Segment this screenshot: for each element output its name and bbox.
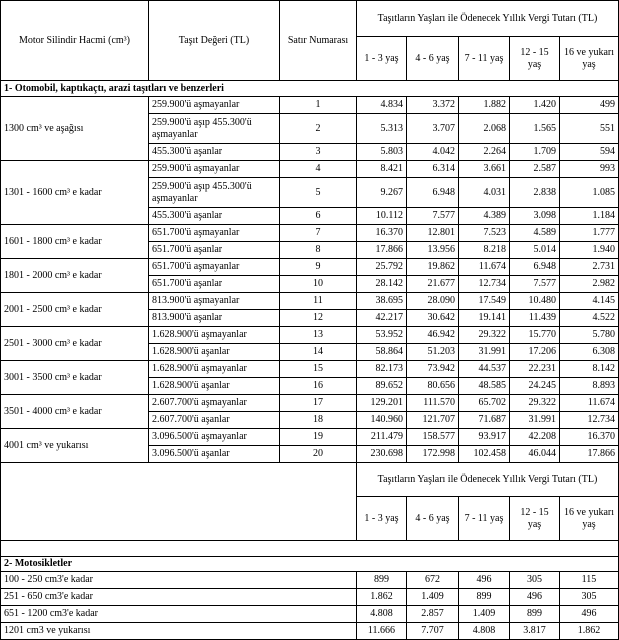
engine-cell: 100 - 250 cm3'e kadar: [1, 572, 357, 589]
tax-cell: 48.585: [459, 378, 510, 395]
value-cell: 1.628.900'ü aşanlar: [149, 378, 280, 395]
tax-cell: 3.372: [407, 97, 459, 114]
row-number-cell: 4: [280, 161, 357, 178]
tax-cell: 158.577: [407, 429, 459, 446]
table-row: [1, 395, 619, 412]
tax-cell: 80.656: [407, 378, 459, 395]
tax-cell: 102.458: [459, 446, 510, 463]
tax-cell: 46.942: [407, 327, 459, 344]
tax-cell: 19.141: [459, 310, 510, 327]
tax-cell: 305: [560, 589, 619, 606]
tax-cell: 2.857: [407, 606, 459, 623]
table-row: [1, 293, 619, 310]
section-title-row: [1, 81, 619, 97]
tax-cell: 6.314: [407, 161, 459, 178]
tax-cell: 1.709: [510, 144, 560, 161]
row-number-cell: 6: [280, 208, 357, 225]
tax-cell: 1.862: [357, 589, 407, 606]
header-age-1: 1 - 3 yaş: [357, 37, 407, 81]
tax-cell: 42.217: [357, 310, 407, 327]
tax-cell: 121.707: [407, 412, 459, 429]
tax-cell: 129.201: [357, 395, 407, 412]
tax-cell: 3.661: [459, 161, 510, 178]
header-row-number: Satır Numarası: [280, 1, 357, 81]
table-row: [1, 327, 619, 344]
tax-cell: 1.777: [560, 225, 619, 242]
tax-cell: 17.866: [357, 242, 407, 259]
tax-cell: 3.707: [407, 114, 459, 144]
tax-cell: 2.068: [459, 114, 510, 144]
value-cell: 259.900'ü aşıp 455.300'ü aşmayanlar: [149, 114, 280, 144]
value-cell: 259.900'ü aşmayanlar: [149, 161, 280, 178]
tax-cell: 8.218: [459, 242, 510, 259]
tax-cell: 22.231: [510, 361, 560, 378]
value-cell: 3.096.500'ü aşanlar: [149, 446, 280, 463]
row-number-cell: 8: [280, 242, 357, 259]
row-number-cell: 14: [280, 344, 357, 361]
header-tax-title-repeat: Taşıtların Yaşları ile Ödenecek Yıllık Vergi Tutarı (TL): [357, 463, 619, 497]
tax-cell: 594: [560, 144, 619, 161]
tax-cell: 16.370: [357, 225, 407, 242]
tax-cell: 8.142: [560, 361, 619, 378]
tax-cell: 672: [407, 572, 459, 589]
tax-cell: 15.770: [510, 327, 560, 344]
spacer-cell: [1, 541, 619, 557]
row-number-cell: 17: [280, 395, 357, 412]
row-number-cell: 16: [280, 378, 357, 395]
value-cell: 813.900'ü aşmayanlar: [149, 293, 280, 310]
tax-cell: 65.702: [459, 395, 510, 412]
header-age-repeat-4: 12 - 15 yaş: [510, 497, 560, 541]
header-age-5: 16 ve yukarı yaş: [560, 37, 619, 81]
tax-cell: 3.817: [510, 623, 560, 640]
tax-cell: 6.948: [407, 178, 459, 208]
engine-cell: 3001 - 3500 cm³ e kadar: [1, 361, 149, 395]
tax-cell: 7.523: [459, 225, 510, 242]
tax-cell: 496: [560, 606, 619, 623]
table-row: [1, 429, 619, 446]
value-cell: 3.096.500'ü aşmayanlar: [149, 429, 280, 446]
tax-cell: 1.409: [407, 589, 459, 606]
tax-cell: 31.991: [510, 412, 560, 429]
tax-cell: 16.370: [560, 429, 619, 446]
tax-cell: 4.808: [459, 623, 510, 640]
tax-cell: 17.549: [459, 293, 510, 310]
tax-cell: 11.439: [510, 310, 560, 327]
tax-cell: 17.206: [510, 344, 560, 361]
row-number-cell: 15: [280, 361, 357, 378]
tax-cell: 25.792: [357, 259, 407, 276]
tax-cell: 4.389: [459, 208, 510, 225]
tax-cell: 73.942: [407, 361, 459, 378]
tax-cell: 24.245: [510, 378, 560, 395]
tax-cell: 5.780: [560, 327, 619, 344]
tax-cell: 93.917: [459, 429, 510, 446]
row-number-cell: 2: [280, 114, 357, 144]
tax-cell: 29.322: [510, 395, 560, 412]
tax-cell: 5.803: [357, 144, 407, 161]
tax-cell: 4.834: [357, 97, 407, 114]
value-cell: 259.900'ü aşmayanlar: [149, 97, 280, 114]
section1-title: 1- Otomobil, kaptıkaçtı, arazi taşıtları ve benzerleri: [1, 81, 619, 97]
tax-cell: 5.014: [510, 242, 560, 259]
engine-cell: 1801 - 2000 cm³ e kadar: [1, 259, 149, 293]
tax-cell: 8.893: [560, 378, 619, 395]
tax-cell: 4.145: [560, 293, 619, 310]
table-row: [1, 161, 619, 178]
value-cell: 651.700'ü aşmayanlar: [149, 225, 280, 242]
row-number-cell: 19: [280, 429, 357, 446]
tax-cell: 19.862: [407, 259, 459, 276]
tax-cell: 12.734: [560, 412, 619, 429]
tax-cell: 899: [357, 572, 407, 589]
value-cell: 2.607.700'ü aşmayanlar: [149, 395, 280, 412]
tax-cell: 899: [459, 589, 510, 606]
header-motor: Motor Silindir Hacmi (cm³): [1, 1, 149, 81]
tax-cell: 1.940: [560, 242, 619, 259]
tax-cell: 4.808: [357, 606, 407, 623]
tax-cell: 4.042: [407, 144, 459, 161]
tax-cell: 11.666: [357, 623, 407, 640]
header-age-repeat-1: 1 - 3 yaş: [357, 497, 407, 541]
tax-cell: 42.208: [510, 429, 560, 446]
engine-cell: 1201 cm3 ve yukarısı: [1, 623, 357, 640]
tax-cell: 6.308: [560, 344, 619, 361]
tax-cell: 82.173: [357, 361, 407, 378]
tax-cell: 44.537: [459, 361, 510, 378]
tax-cell: 1.420: [510, 97, 560, 114]
tax-cell: 3.098: [510, 208, 560, 225]
tax-cell: 10.480: [510, 293, 560, 310]
tax-cell: 51.203: [407, 344, 459, 361]
tax-cell: 1.184: [560, 208, 619, 225]
row-number-cell: 3: [280, 144, 357, 161]
tax-cell: 38.695: [357, 293, 407, 310]
header-row: [1, 1, 619, 37]
engine-cell: 2001 - 2500 cm³ e kadar: [1, 293, 149, 327]
tax-cell: 28.090: [407, 293, 459, 310]
tax-cell: 7.577: [407, 208, 459, 225]
value-cell: 651.700'ü aşmayanlar: [149, 259, 280, 276]
tax-cell: 172.998: [407, 446, 459, 463]
tax-cell: 53.952: [357, 327, 407, 344]
header-age-3: 7 - 11 yaş: [459, 37, 510, 81]
engine-cell: 1300 cm³ ve aşağısı: [1, 97, 149, 161]
tax-cell: 5.313: [357, 114, 407, 144]
tax-cell: 7.577: [510, 276, 560, 293]
header-age-repeat-3: 7 - 11 yaş: [459, 497, 510, 541]
tax-cell: 21.677: [407, 276, 459, 293]
tax-cell: 115: [560, 572, 619, 589]
tax-cell: 12.734: [459, 276, 510, 293]
header-value: Taşıt Değeri (TL): [149, 1, 280, 81]
row-number-cell: 12: [280, 310, 357, 327]
row-number-cell: 7: [280, 225, 357, 242]
header-tax-title: Taşıtların Yaşları ile Ödenecek Yıllık Vergi Tutarı (TL): [357, 1, 619, 37]
row-number-cell: 11: [280, 293, 357, 310]
tax-cell: 4.589: [510, 225, 560, 242]
table-row: [1, 623, 619, 640]
tax-cell: 1.862: [560, 623, 619, 640]
table-row: [1, 589, 619, 606]
tax-cell: 496: [459, 572, 510, 589]
value-cell: 2.607.700'ü aşanlar: [149, 412, 280, 429]
blank-cell: [1, 463, 357, 541]
table-row: [1, 259, 619, 276]
row-number-cell: 13: [280, 327, 357, 344]
tax-cell: 12.801: [407, 225, 459, 242]
table-row: [1, 606, 619, 623]
tax-cell: 2.838: [510, 178, 560, 208]
engine-cell: 251 - 650 cm3'e kadar: [1, 589, 357, 606]
tax-cell: 2.731: [560, 259, 619, 276]
value-cell: 1.628.900'ü aşmayanlar: [149, 361, 280, 378]
section-title-row: [1, 557, 619, 572]
header-age-repeat-2: 4 - 6 yaş: [407, 497, 459, 541]
spacer-row: [1, 541, 619, 557]
tax-cell: 496: [510, 589, 560, 606]
tax-cell: 29.322: [459, 327, 510, 344]
value-cell: 651.700'ü aşanlar: [149, 276, 280, 293]
tax-cell: 13.956: [407, 242, 459, 259]
value-cell: 813.900'ü aşanlar: [149, 310, 280, 327]
tax-cell: 11.674: [459, 259, 510, 276]
tax-cell: 140.960: [357, 412, 407, 429]
tax-cell: 71.687: [459, 412, 510, 429]
table-row: [1, 361, 619, 378]
header-age-2: 4 - 6 yaş: [407, 37, 459, 81]
tax-cell: 1.085: [560, 178, 619, 208]
engine-cell: 3501 - 4000 cm³ e kadar: [1, 395, 149, 429]
section2-title: 2- Motosikletler: [1, 557, 619, 572]
row-number-cell: 9: [280, 259, 357, 276]
tax-cell: 6.948: [510, 259, 560, 276]
tax-cell: 499: [560, 97, 619, 114]
row-number-cell: 10: [280, 276, 357, 293]
tax-cell: 4.031: [459, 178, 510, 208]
tax-cell: 230.698: [357, 446, 407, 463]
tax-cell: 305: [510, 572, 560, 589]
tax-cell: 211.479: [357, 429, 407, 446]
row-number-cell: 20: [280, 446, 357, 463]
tax-cell: 28.142: [357, 276, 407, 293]
tax-cell: 46.044: [510, 446, 560, 463]
row-number-cell: 1: [280, 97, 357, 114]
value-cell: 651.700'ü aşanlar: [149, 242, 280, 259]
value-cell: 1.628.900'ü aşanlar: [149, 344, 280, 361]
tax-cell: 111.570: [407, 395, 459, 412]
tax-cell: 10.112: [357, 208, 407, 225]
tax-cell: 899: [510, 606, 560, 623]
tax-cell: 4.522: [560, 310, 619, 327]
engine-cell: 4001 cm³ ve yukarısı: [1, 429, 149, 463]
tax-cell: 551: [560, 114, 619, 144]
engine-cell: 1601 - 1800 cm³ e kadar: [1, 225, 149, 259]
engine-cell: 1301 - 1600 cm³ e kadar: [1, 161, 149, 225]
value-cell: 455.300'ü aşanlar: [149, 144, 280, 161]
tax-cell: 89.652: [357, 378, 407, 395]
repeat-header-row: [1, 463, 619, 497]
row-number-cell: 5: [280, 178, 357, 208]
tax-cell: 9.267: [357, 178, 407, 208]
tax-cell: 31.991: [459, 344, 510, 361]
tax-cell: 30.642: [407, 310, 459, 327]
engine-cell: 2501 - 3000 cm³ e kadar: [1, 327, 149, 361]
tax-cell: 2.587: [510, 161, 560, 178]
value-cell: 455.300'ü aşanlar: [149, 208, 280, 225]
table-row: [1, 225, 619, 242]
engine-cell: 651 - 1200 cm3'e kadar: [1, 606, 357, 623]
table-row: [1, 97, 619, 114]
value-cell: 1.628.900'ü aşmayanlar: [149, 327, 280, 344]
value-cell: 259.900'ü aşıp 455.300'ü aşmayanlar: [149, 178, 280, 208]
tax-cell: 58.864: [357, 344, 407, 361]
tax-cell: 2.982: [560, 276, 619, 293]
row-number-cell: 18: [280, 412, 357, 429]
tax-cell: 8.421: [357, 161, 407, 178]
tax-cell: 993: [560, 161, 619, 178]
tax-cell: 2.264: [459, 144, 510, 161]
tax-cell: 17.866: [560, 446, 619, 463]
tax-cell: 1.565: [510, 114, 560, 144]
header-age-4: 12 - 15 yaş: [510, 37, 560, 81]
table-row: [1, 572, 619, 589]
tax-cell: 1.409: [459, 606, 510, 623]
header-age-repeat-5: 16 ve yukarı yaş: [560, 497, 619, 541]
tax-cell: 1.882: [459, 97, 510, 114]
tax-cell: 11.674: [560, 395, 619, 412]
tax-cell: 7.707: [407, 623, 459, 640]
